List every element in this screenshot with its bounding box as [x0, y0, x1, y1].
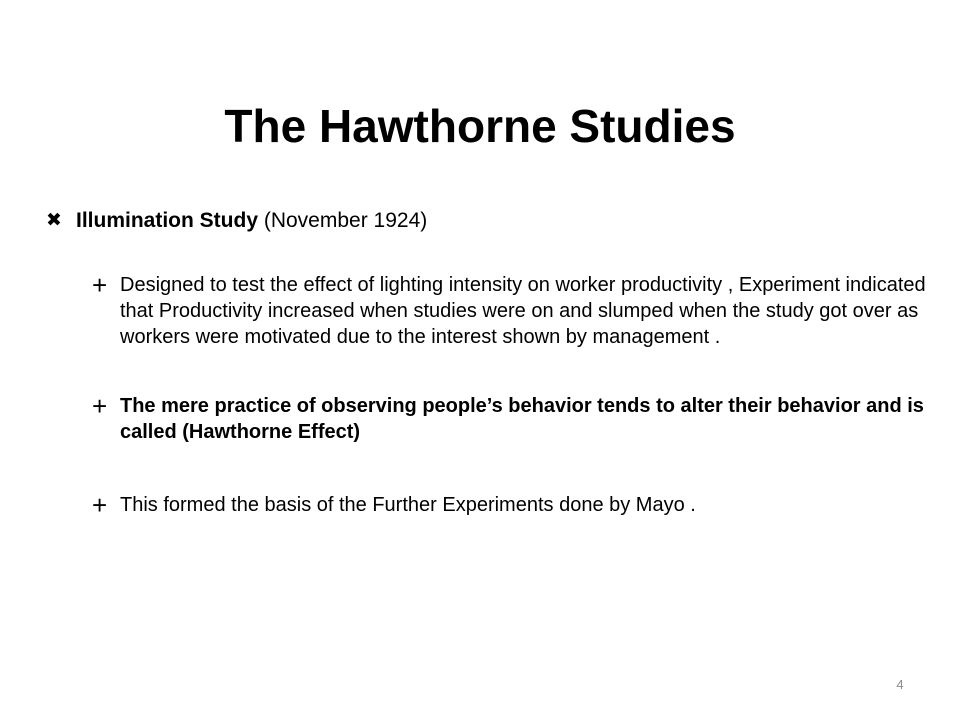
sub-bullet-lighting [92, 272, 932, 350]
sub-bullet-hawthorne-effect [92, 393, 932, 445]
plus-bullet-icon: + [92, 391, 108, 421]
slide-title: The Hawthorne Studies [224, 100, 736, 152]
x-bullet-icon: ✖ [46, 210, 62, 231]
bullet-text [76, 206, 916, 236]
sub-bullet-text: The mere practice of observing people’s behavior tends to alter their behavior and is called (Hawthorne Effect) [120, 395, 924, 443]
bullet-label-rest: (November 1924) [258, 209, 428, 232]
sub-bullet-text: Designed to test the effect of lighting intensity on worker productivity , Experiment indicated that Productivity increased when studies were on and slumped when the study got over as workers were motivated due to the interest shown by management . [120, 274, 926, 348]
plus-bullet-icon: + [92, 490, 108, 520]
sub-bullet-further-experiments [92, 492, 932, 518]
bullet-illumination-study [46, 206, 926, 236]
sub-bullet-text: This formed the basis of the Further Experiments done by Mayo . [120, 494, 696, 516]
page-number: 4 [896, 677, 904, 692]
plus-bullet-icon: + [92, 270, 108, 300]
bullet-label-bold: Illumination Study [76, 209, 258, 232]
